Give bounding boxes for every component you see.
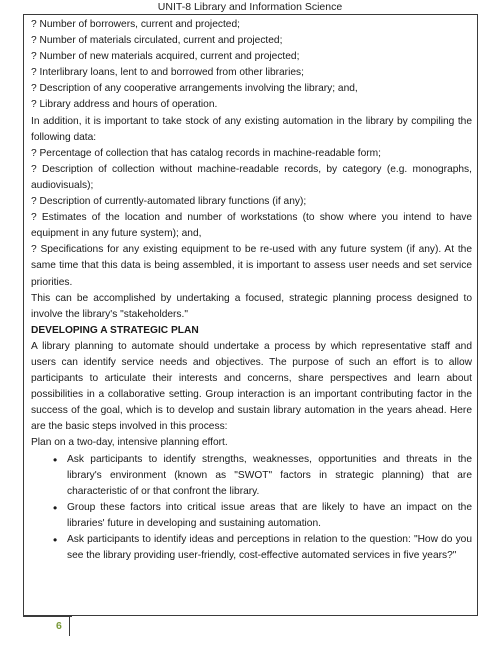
list-item: ? Number of materials circulated, current and projected; bbox=[31, 35, 283, 47]
section-heading: DEVELOPING A STRATEGIC PLAN bbox=[31, 324, 199, 336]
list-item: ? Description of collection without machine-readable records, by category (e.g. monographs, audiovisuals); bbox=[31, 163, 472, 191]
bullet-list bbox=[31, 452, 472, 565]
list-item: ? Specifications for any existing equipment to be re-used with any future system (if any). At the same time that this data is being assembled, it is important to assess user needs and set service priorities. bbox=[31, 244, 472, 288]
page-number-divider bbox=[69, 616, 70, 636]
bullet-item: • Group these factors into critical issue areas that are likely to have an impact on the libraries' future in developing and sustaining automation. bbox=[53, 500, 472, 532]
bullet-item: • Ask participants to identify strengths, weaknesses, opportunities and threats in the library's environment (known as "SWOT" factors in strategic planning) that are characteristic of or that confront the library. bbox=[53, 452, 472, 500]
list-item: ? Estimates of the location and number of workstations (to show where you intend to have equipment in any future system); and, bbox=[31, 212, 472, 240]
list-item: ? Number of new materials acquired, current and projected; bbox=[31, 51, 300, 63]
paragraph: In addition, it is important to take stock of any existing automation in the library by compiling the following data: bbox=[31, 115, 472, 143]
document-body bbox=[31, 17, 472, 564]
list-item: ? Percentage of collection that has catalog records in machine-readable form; bbox=[31, 147, 381, 159]
list-item: ? Interlibrary loans, lent to and borrowed from other libraries; bbox=[31, 67, 304, 79]
bullet-item: • Ask participants to identify ideas and perceptions in relation to the question: "How do you see the library providing user-friendly, cost-effective automated services in five years?" bbox=[53, 532, 472, 564]
paragraph: This can be accomplished by undertaking a focused, strategic planning process designed to involve the library's "stakeholders." bbox=[31, 292, 472, 320]
running-header: UNIT-8 Library and Information Science bbox=[157, 1, 343, 13]
list-item: ? Number of borrowers, current and projected; bbox=[31, 19, 240, 30]
footer-rule bbox=[23, 616, 72, 617]
list-item: ? Description of any cooperative arrangements involving the library; and, bbox=[31, 83, 358, 95]
page-number: 6 bbox=[56, 620, 62, 632]
paragraph: A library planning to automate should undertake a process by which representative staff and users can identify service needs and objectives. The purpose of such an effort is to allow participants to articulate their interests and concerns, share perspectives and learn about possibilities in a collaborative setting. Group interaction is an important contributing factor in the success of the goal, which is to develop and sustain library automation in the years ahead. Here are the basic steps involved in this process: bbox=[31, 340, 472, 433]
list-item: ? Description of currently-automated library functions (if any); bbox=[31, 196, 307, 208]
paragraph: Plan on a two-day, intensive planning effort. bbox=[31, 437, 228, 449]
list-item: ? Library address and hours of operation. bbox=[31, 99, 218, 111]
